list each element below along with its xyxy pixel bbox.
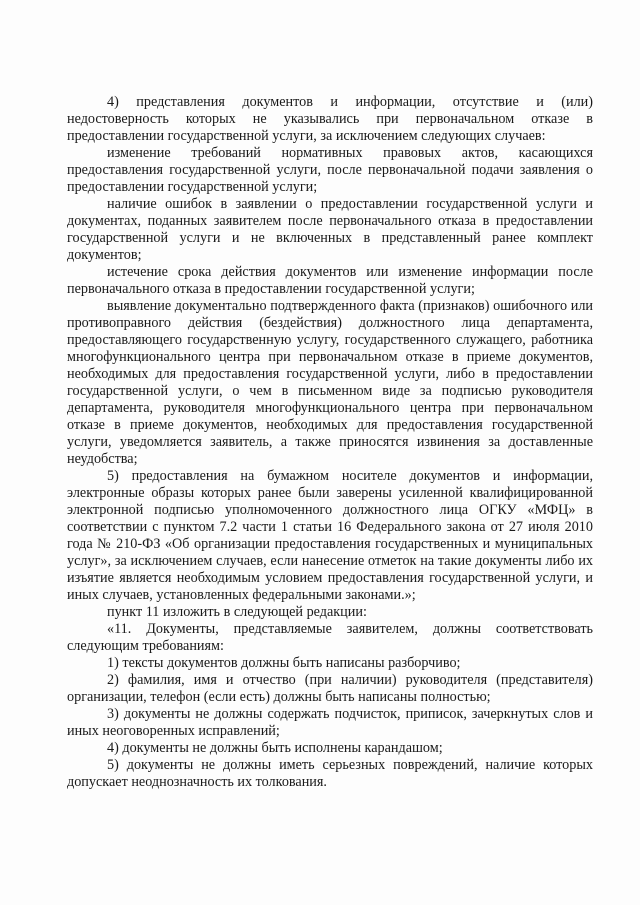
paragraph-item-5: 5) предоставления на бумажном носителе документов и информации, электронные образы которых ранее были заверены усиленной квалифицированной электронной подписью уполномоченного должностного лица ОГКУ «МФЦ» в соответствии с пунктом 7.2 части 1 статьи 16 Федерального закона от 27 июля 2010 года № 210-ФЗ «Об организации предоставления государственных и муниципальных услуг», за исключением случаев, если нанесение отметок на такие документы либо их изъятие является необходимым условием предоставления государственной услуги, и иных случаев, установленных федеральными законами.»;	[67, 468, 593, 603]
paragraph-point-11-title: «11. Документы, представляемые заявителем, должны соответствовать следующим требованиям:	[67, 621, 593, 654]
paragraph-change-requirements: изменение требований нормативных правовых актов, касающихся предоставления государственной услуги, после первоначальной подачи заявления о предоставлении государственной услуги;	[67, 145, 593, 195]
paragraph-item-4: 4) представления документов и информации, отсутствие и (или) недостоверность которых не указывались при первоначальном отказе в предоставлении государственной услуги, за исключением следующих случаев:	[67, 94, 593, 144]
requirement-2: 2) фамилия, имя и отчество (при наличии) руководителя (представителя) организации, телефон (если есть) должны быть написаны полностью;	[67, 672, 593, 705]
requirement-1: 1) тексты документов должны быть написаны разборчиво;	[107, 655, 461, 671]
requirement-3: 3) документы не должны содержать подчисток, приписок, зачеркнутых слов и иных неоговоренных исправлений;	[67, 706, 593, 739]
paragraph-point-11-intro: пункт 11 изложить в следующей редакции:	[107, 604, 367, 620]
document-body	[67, 94, 593, 791]
paragraph-erroneous-action: выявление документально подтвержденного факта (признаков) ошибочного или противоправного действия (бездействия) должностного лица департамента, предоставляющего государственную услугу, государственного служащего, работника многофункционального центра при первоначальном отказе в приеме документов, необходимых для предоставления государственной услуги, либо в предоставлении государственной услуги, о чем в письменном виде за подписью руководителя департамента, руководителя многофункционального центра при первоначальном отказе в приеме документов, необходимых для предоставления государственной услуги, уведомляется заявитель, а также приносятся извинения за доставленные неудобства;	[67, 298, 593, 467]
requirement-5: 5) документы не должны иметь серьезных повреждений, наличие которых допускает неоднозначность их толкования.	[67, 757, 593, 790]
requirement-4: 4) документы не должны быть исполнены карандашом;	[107, 740, 443, 756]
paragraph-errors-in-application: наличие ошибок в заявлении о предоставлении государственной услуги и документах, поданных заявителем после первоначального отказа в предоставлении государственной услуги и не включенных в представленный ранее комплект документов;	[67, 196, 593, 263]
paragraph-expiry-of-documents: истечение срока действия документов или изменение информации после первоначального отказа в предоставлении государственной услуги;	[67, 264, 593, 297]
